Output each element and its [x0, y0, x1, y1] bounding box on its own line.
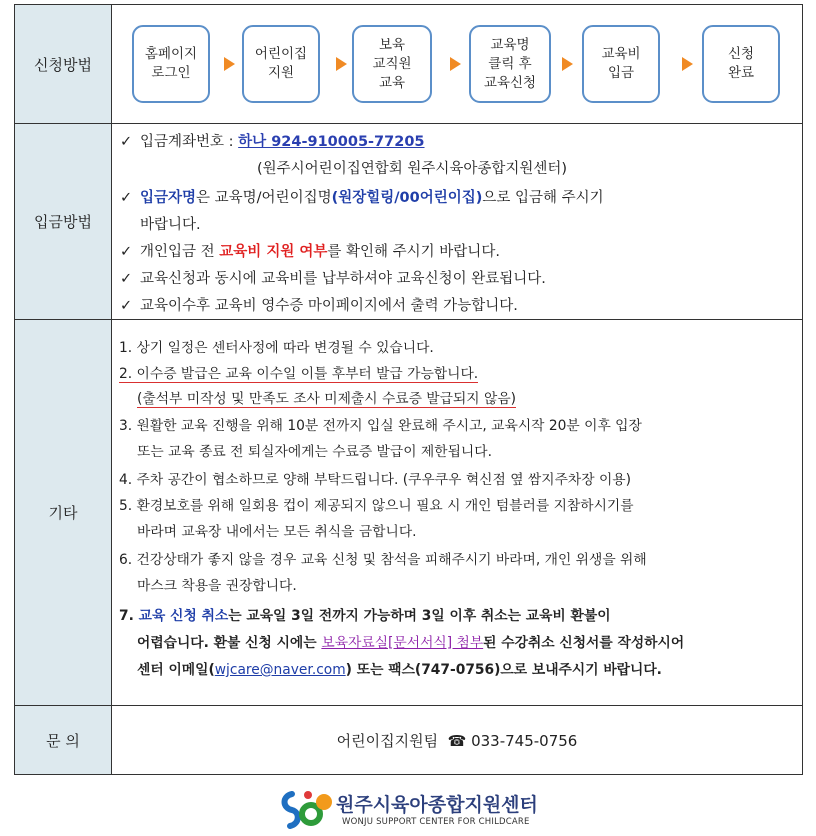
- step-complete-label: 신청 완료: [727, 46, 755, 81]
- note-7-num: 7.: [119, 608, 139, 624]
- pay-notice-text: 교육신청과 동시에 교육비를 납부하셔야 교육신청이 완료됩니다.: [140, 271, 546, 287]
- arrow-icon: [336, 57, 347, 71]
- note-3-cont: 또는 교육 종료 전 퇴실자에게는 수료증 발급이 제한됩니다.: [137, 444, 492, 460]
- phone-icon: ☎: [447, 731, 467, 750]
- depositor-example: (원장힐링/00어린이집): [331, 190, 483, 206]
- pay-notice-line: [120, 267, 546, 288]
- step-payment: [582, 25, 660, 103]
- resource-link[interactable]: 보육자료실[문서서식] 첨부: [321, 635, 484, 651]
- account-number: 하나 924-910005-77205: [238, 134, 425, 150]
- step-course-apply: [469, 25, 551, 103]
- check-icon: ✓: [120, 134, 133, 150]
- arrow-icon: [224, 57, 235, 71]
- note-2-sub-text: (출석부 미작성 및 만족도 조사 미제출시 수료증 발급되지 않음): [137, 391, 517, 407]
- depositor-label: 입금자명: [140, 190, 197, 206]
- note-4: 4. 주차 공간이 협소하므로 양해 부탁드립니다. (쿠우쿠우 혁신점 옆 쌈지주차장 이용): [119, 472, 631, 488]
- center-name: 원주시육아종합지원센터: [336, 794, 538, 816]
- note-7-cont: [137, 631, 684, 651]
- step-login: [132, 25, 210, 103]
- payment-label: 입금방법: [15, 124, 112, 320]
- step-course-apply-label: 교육명 클릭 후 교육신청: [483, 36, 537, 91]
- apply-flow: [112, 5, 802, 123]
- inquiry-contact: [112, 706, 803, 775]
- step-complete: [702, 25, 780, 103]
- step-login-label: 홈페이지 로그인: [144, 46, 198, 81]
- subsidy-line: [120, 240, 500, 261]
- note-7-cont-2: [137, 658, 662, 678]
- note-5: 5. 환경보호를 위해 일회용 컵이 제공되지 않으니 필요 시 개인 텀블러를 지참하시기를: [119, 498, 634, 514]
- payment-section: [112, 124, 802, 319]
- note-7-highlight: 교육 신청 취소: [138, 608, 229, 624]
- check-icon: ✓: [120, 271, 133, 287]
- note-6: 6. 건강상태가 좋지 않을 경우 교육 신청 및 참석을 피해주시기 바라며, 개인 위생을 위해: [119, 552, 647, 568]
- email-link[interactable]: wjcare@naver.com: [214, 662, 346, 678]
- step-payment-label: 교육비 입금: [601, 46, 641, 81]
- depositor-line-cont: 바랍니다.: [140, 217, 201, 233]
- note-1: 1. 상기 일정은 센터사정에 따라 변경될 수 있습니다.: [119, 340, 434, 356]
- note-7-text-3: 된 수강취소 신청서를 작성하시어: [483, 635, 685, 651]
- note-7-text: 는 교육일 3일 전까지 가능하며 3일 이후 취소는 교육비 환불이: [228, 608, 611, 624]
- note-5-cont: 바라며 교육장 내에서는 모든 취식을 금합니다.: [137, 524, 417, 540]
- receipt-text: 교육이수후 교육비 영수증 마이페이지에서 출력 가능합니다.: [140, 298, 518, 314]
- account-line: [120, 130, 425, 151]
- etc-section: [112, 320, 802, 705]
- arrow-icon: [682, 57, 693, 71]
- depositor-line: [120, 186, 604, 207]
- check-icon: ✓: [120, 190, 133, 206]
- note-2: [119, 362, 478, 382]
- note-2-sub: [137, 387, 516, 407]
- note-7-text-5: ) 또는 팩스(747-0756)으로 보내주시기 바랍니다.: [345, 662, 662, 678]
- note-7: [119, 604, 611, 624]
- receipt-line: [120, 294, 518, 315]
- step-staff-education: [352, 25, 432, 103]
- step-daycare: [242, 25, 320, 103]
- note-7-text-2: 어렵습니다. 환불 신청 시에는: [137, 635, 322, 651]
- depositor-text-2: 으로 입금해 주시기: [482, 190, 604, 206]
- note-3: 3. 원활한 교육 진행을 위해 10분 전까지 입실 완료해 주시고, 교육시작 20분 이후 입장: [119, 418, 642, 434]
- inquiry-phone: 033-745-0756: [471, 731, 578, 750]
- step-staff-education-label: 보육 교직원 교육: [372, 36, 412, 91]
- note-2-text: 2. 이수증 발급은 교육 이수일 이틀 후부터 발급 가능합니다.: [119, 366, 479, 382]
- subsidy-highlight: 교육비 지원 여부: [219, 244, 328, 260]
- check-icon: ✓: [120, 244, 133, 260]
- center-logo: [278, 786, 548, 832]
- arrow-icon: [450, 57, 461, 71]
- check-icon: ✓: [120, 298, 133, 314]
- apply-label: 신청방법: [15, 5, 112, 124]
- arrow-icon: [562, 57, 573, 71]
- center-subtitle: WONJU SUPPORT CENTER FOR CHILDCARE: [342, 817, 530, 827]
- inquiry-label: 문 의: [15, 706, 112, 775]
- account-holder: (원주시어린이집연합회 원주시육아종합지원센터): [257, 161, 568, 177]
- depositor-text: 은 교육명/어린이집명: [196, 190, 332, 206]
- note-6-cont: 마스크 착용을 권장합니다.: [137, 578, 297, 594]
- subsidy-text: 개인입금 전: [140, 244, 220, 260]
- logo-icon: [278, 786, 334, 832]
- subsidy-text-2: 를 확인해 주시기 바랍니다.: [327, 244, 500, 260]
- etc-label: 기타: [15, 320, 112, 706]
- note-7-text-4: 센터 이메일(: [137, 662, 215, 678]
- inquiry-team: 어린이집지원팀: [336, 731, 439, 750]
- step-daycare-label: 어린이집 지원: [254, 46, 308, 81]
- info-table: [14, 4, 803, 775]
- account-prefix: 입금계좌번호 :: [140, 134, 239, 150]
